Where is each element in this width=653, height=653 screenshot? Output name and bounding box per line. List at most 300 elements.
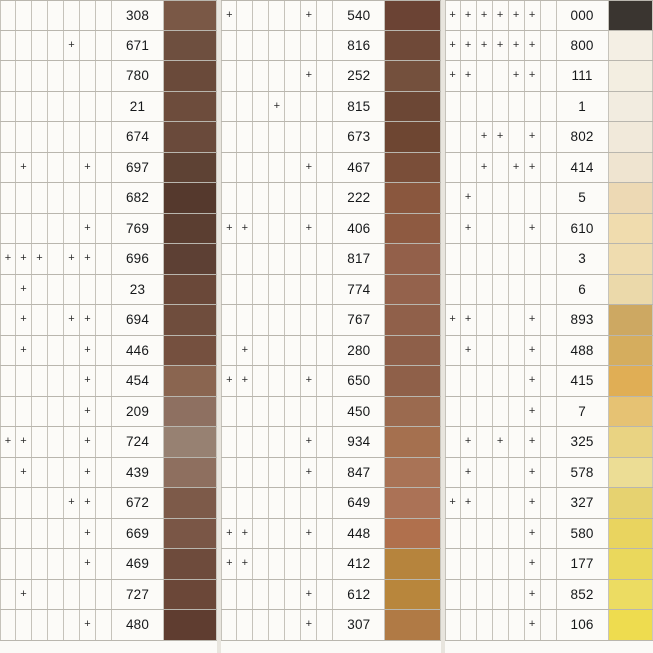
check-cell[interactable]: [477, 519, 493, 549]
check-cell[interactable]: [48, 92, 64, 122]
check-cell[interactable]: [16, 366, 32, 396]
check-cell[interactable]: [445, 92, 461, 122]
check-cell[interactable]: [445, 519, 461, 549]
check-cell[interactable]: +: [301, 610, 317, 640]
check-cell[interactable]: +: [64, 305, 80, 335]
check-cell[interactable]: [237, 427, 253, 457]
check-cell[interactable]: [64, 61, 80, 91]
check-cell[interactable]: +: [301, 61, 317, 91]
check-cell[interactable]: [16, 397, 32, 427]
check-cell[interactable]: [237, 458, 253, 488]
check-cell[interactable]: [269, 61, 285, 91]
check-cell[interactable]: [493, 458, 509, 488]
check-cell[interactable]: [64, 336, 80, 366]
check-cell[interactable]: [285, 519, 301, 549]
check-cell[interactable]: [541, 214, 557, 244]
check-cell[interactable]: [493, 183, 509, 213]
check-cell[interactable]: [0, 458, 16, 488]
check-cell[interactable]: [493, 92, 509, 122]
check-cell[interactable]: +: [525, 1, 541, 30]
check-cell[interactable]: [285, 275, 301, 305]
check-cell[interactable]: [301, 92, 317, 122]
check-cell[interactable]: [253, 122, 269, 152]
check-cell[interactable]: [48, 305, 64, 335]
check-cell[interactable]: [64, 153, 80, 183]
check-cell[interactable]: +: [80, 336, 96, 366]
check-cell[interactable]: [48, 580, 64, 610]
check-cell[interactable]: +: [301, 519, 317, 549]
check-cell[interactable]: [48, 1, 64, 30]
check-cell[interactable]: [541, 519, 557, 549]
check-cell[interactable]: [253, 214, 269, 244]
check-cell[interactable]: [269, 336, 285, 366]
check-cell[interactable]: [317, 61, 333, 91]
check-cell[interactable]: [493, 366, 509, 396]
check-cell[interactable]: [445, 214, 461, 244]
check-cell[interactable]: [317, 31, 333, 61]
check-cell[interactable]: [16, 122, 32, 152]
check-cell[interactable]: +: [221, 549, 237, 579]
check-cell[interactable]: [493, 61, 509, 91]
check-cell[interactable]: [96, 397, 112, 427]
check-cell[interactable]: [16, 183, 32, 213]
check-cell[interactable]: +: [525, 31, 541, 61]
check-cell[interactable]: +: [525, 305, 541, 335]
check-cell[interactable]: [477, 610, 493, 640]
check-cell[interactable]: [32, 61, 48, 91]
check-cell[interactable]: [477, 275, 493, 305]
check-cell[interactable]: [509, 427, 525, 457]
check-cell[interactable]: [285, 122, 301, 152]
check-cell[interactable]: [32, 92, 48, 122]
check-cell[interactable]: [221, 61, 237, 91]
check-cell[interactable]: [285, 183, 301, 213]
check-cell[interactable]: [445, 244, 461, 274]
check-cell[interactable]: [541, 153, 557, 183]
check-cell[interactable]: [16, 31, 32, 61]
check-cell[interactable]: [509, 92, 525, 122]
check-cell[interactable]: [461, 92, 477, 122]
check-cell[interactable]: [461, 397, 477, 427]
check-cell[interactable]: +: [525, 122, 541, 152]
check-cell[interactable]: +: [16, 244, 32, 274]
check-cell[interactable]: [461, 366, 477, 396]
check-cell[interactable]: [64, 397, 80, 427]
check-cell[interactable]: +: [477, 31, 493, 61]
check-cell[interactable]: [317, 488, 333, 518]
check-cell[interactable]: [253, 305, 269, 335]
check-cell[interactable]: +: [477, 122, 493, 152]
check-cell[interactable]: [48, 427, 64, 457]
check-cell[interactable]: +: [301, 427, 317, 457]
check-cell[interactable]: +: [32, 244, 48, 274]
check-cell[interactable]: +: [525, 61, 541, 91]
check-cell[interactable]: [16, 519, 32, 549]
check-cell[interactable]: [48, 366, 64, 396]
check-cell[interactable]: +: [493, 427, 509, 457]
check-cell[interactable]: [96, 1, 112, 30]
check-cell[interactable]: [237, 305, 253, 335]
check-cell[interactable]: [221, 488, 237, 518]
check-cell[interactable]: [285, 610, 301, 640]
check-cell[interactable]: [493, 488, 509, 518]
check-cell[interactable]: [285, 336, 301, 366]
check-cell[interactable]: +: [64, 31, 80, 61]
check-cell[interactable]: [0, 610, 16, 640]
check-cell[interactable]: [445, 183, 461, 213]
check-cell[interactable]: [461, 122, 477, 152]
check-cell[interactable]: [253, 580, 269, 610]
check-cell[interactable]: [509, 244, 525, 274]
check-cell[interactable]: [445, 275, 461, 305]
check-cell[interactable]: +: [493, 31, 509, 61]
check-cell[interactable]: [64, 183, 80, 213]
check-cell[interactable]: [269, 488, 285, 518]
check-cell[interactable]: [16, 488, 32, 518]
check-cell[interactable]: [493, 397, 509, 427]
check-cell[interactable]: +: [525, 427, 541, 457]
check-cell[interactable]: [237, 31, 253, 61]
check-cell[interactable]: [32, 580, 48, 610]
check-cell[interactable]: [509, 214, 525, 244]
check-cell[interactable]: [237, 580, 253, 610]
check-cell[interactable]: [96, 488, 112, 518]
check-cell[interactable]: [269, 183, 285, 213]
check-cell[interactable]: [32, 153, 48, 183]
check-cell[interactable]: [285, 244, 301, 274]
check-cell[interactable]: [285, 61, 301, 91]
check-cell[interactable]: [32, 519, 48, 549]
check-cell[interactable]: +: [80, 244, 96, 274]
check-cell[interactable]: [269, 31, 285, 61]
check-cell[interactable]: +: [16, 458, 32, 488]
check-cell[interactable]: +: [301, 458, 317, 488]
check-cell[interactable]: +: [80, 305, 96, 335]
check-cell[interactable]: [509, 366, 525, 396]
check-cell[interactable]: +: [525, 153, 541, 183]
check-cell[interactable]: [525, 183, 541, 213]
check-cell[interactable]: [32, 427, 48, 457]
check-cell[interactable]: +: [221, 519, 237, 549]
check-cell[interactable]: [80, 92, 96, 122]
check-cell[interactable]: [541, 427, 557, 457]
check-cell[interactable]: [301, 488, 317, 518]
check-cell[interactable]: [253, 488, 269, 518]
check-cell[interactable]: [16, 549, 32, 579]
check-cell[interactable]: [64, 610, 80, 640]
check-cell[interactable]: [301, 397, 317, 427]
check-cell[interactable]: [221, 244, 237, 274]
check-cell[interactable]: [525, 92, 541, 122]
check-cell[interactable]: +: [16, 153, 32, 183]
check-cell[interactable]: [64, 580, 80, 610]
check-cell[interactable]: +: [237, 549, 253, 579]
check-cell[interactable]: [541, 31, 557, 61]
check-cell[interactable]: [461, 610, 477, 640]
check-cell[interactable]: [317, 122, 333, 152]
check-cell[interactable]: [253, 31, 269, 61]
check-cell[interactable]: [96, 122, 112, 152]
check-cell[interactable]: [0, 366, 16, 396]
check-cell[interactable]: [509, 122, 525, 152]
check-cell[interactable]: [477, 458, 493, 488]
check-cell[interactable]: +: [221, 1, 237, 30]
check-cell[interactable]: [237, 153, 253, 183]
check-cell[interactable]: [253, 549, 269, 579]
check-cell[interactable]: [493, 519, 509, 549]
check-cell[interactable]: [461, 519, 477, 549]
check-cell[interactable]: [477, 183, 493, 213]
check-cell[interactable]: +: [80, 427, 96, 457]
check-cell[interactable]: [477, 214, 493, 244]
check-cell[interactable]: [0, 92, 16, 122]
check-cell[interactable]: [96, 183, 112, 213]
check-cell[interactable]: [285, 580, 301, 610]
check-cell[interactable]: [48, 458, 64, 488]
check-cell[interactable]: +: [525, 397, 541, 427]
check-cell[interactable]: +: [301, 366, 317, 396]
check-cell[interactable]: [32, 549, 48, 579]
check-cell[interactable]: [445, 397, 461, 427]
check-cell[interactable]: [48, 183, 64, 213]
check-cell[interactable]: [32, 122, 48, 152]
check-cell[interactable]: [509, 549, 525, 579]
check-cell[interactable]: [96, 153, 112, 183]
check-cell[interactable]: [493, 580, 509, 610]
check-cell[interactable]: [96, 549, 112, 579]
check-cell[interactable]: [48, 397, 64, 427]
check-cell[interactable]: [0, 336, 16, 366]
check-cell[interactable]: [16, 1, 32, 30]
check-cell[interactable]: +: [80, 397, 96, 427]
check-cell[interactable]: +: [80, 488, 96, 518]
check-cell[interactable]: [285, 305, 301, 335]
check-cell[interactable]: [541, 336, 557, 366]
check-cell[interactable]: [317, 275, 333, 305]
check-cell[interactable]: +: [477, 1, 493, 30]
check-cell[interactable]: +: [237, 366, 253, 396]
check-cell[interactable]: [221, 275, 237, 305]
check-cell[interactable]: [285, 31, 301, 61]
check-cell[interactable]: [317, 214, 333, 244]
check-cell[interactable]: +: [237, 214, 253, 244]
check-cell[interactable]: [32, 31, 48, 61]
check-cell[interactable]: +: [493, 1, 509, 30]
check-cell[interactable]: [32, 458, 48, 488]
check-cell[interactable]: [445, 366, 461, 396]
check-cell[interactable]: [32, 214, 48, 244]
check-cell[interactable]: [253, 92, 269, 122]
check-cell[interactable]: +: [80, 519, 96, 549]
check-cell[interactable]: [269, 1, 285, 30]
check-cell[interactable]: +: [64, 244, 80, 274]
check-cell[interactable]: [477, 488, 493, 518]
check-cell[interactable]: +: [16, 427, 32, 457]
check-cell[interactable]: [253, 244, 269, 274]
check-cell[interactable]: [32, 183, 48, 213]
check-cell[interactable]: [493, 275, 509, 305]
check-cell[interactable]: [221, 427, 237, 457]
check-cell[interactable]: [445, 122, 461, 152]
check-cell[interactable]: [317, 610, 333, 640]
check-cell[interactable]: [317, 92, 333, 122]
check-cell[interactable]: [285, 397, 301, 427]
check-cell[interactable]: [96, 31, 112, 61]
check-cell[interactable]: +: [509, 31, 525, 61]
check-cell[interactable]: +: [525, 336, 541, 366]
check-cell[interactable]: [64, 122, 80, 152]
check-cell[interactable]: +: [80, 610, 96, 640]
check-cell[interactable]: [48, 610, 64, 640]
check-cell[interactable]: [317, 244, 333, 274]
check-cell[interactable]: [269, 122, 285, 152]
check-cell[interactable]: [285, 214, 301, 244]
check-cell[interactable]: [541, 458, 557, 488]
check-cell[interactable]: [237, 183, 253, 213]
check-cell[interactable]: [16, 214, 32, 244]
check-cell[interactable]: +: [301, 153, 317, 183]
check-cell[interactable]: [221, 153, 237, 183]
check-cell[interactable]: [269, 153, 285, 183]
check-cell[interactable]: +: [64, 488, 80, 518]
check-cell[interactable]: +: [445, 305, 461, 335]
check-cell[interactable]: +: [525, 549, 541, 579]
check-cell[interactable]: +: [301, 1, 317, 30]
check-cell[interactable]: +: [301, 214, 317, 244]
check-cell[interactable]: [237, 397, 253, 427]
check-cell[interactable]: [285, 92, 301, 122]
check-cell[interactable]: [525, 244, 541, 274]
check-cell[interactable]: [32, 1, 48, 30]
check-cell[interactable]: [48, 153, 64, 183]
check-cell[interactable]: +: [461, 488, 477, 518]
check-cell[interactable]: +: [269, 92, 285, 122]
check-cell[interactable]: [96, 519, 112, 549]
check-cell[interactable]: +: [445, 61, 461, 91]
check-cell[interactable]: [541, 92, 557, 122]
check-cell[interactable]: [269, 275, 285, 305]
check-cell[interactable]: +: [16, 275, 32, 305]
check-cell[interactable]: [0, 580, 16, 610]
check-cell[interactable]: [0, 305, 16, 335]
check-cell[interactable]: [237, 122, 253, 152]
check-cell[interactable]: [285, 366, 301, 396]
check-cell[interactable]: [237, 92, 253, 122]
check-cell[interactable]: [237, 610, 253, 640]
check-cell[interactable]: [317, 305, 333, 335]
check-cell[interactable]: [477, 549, 493, 579]
check-cell[interactable]: [96, 336, 112, 366]
check-cell[interactable]: [221, 336, 237, 366]
check-cell[interactable]: [461, 275, 477, 305]
check-cell[interactable]: [509, 610, 525, 640]
check-cell[interactable]: [0, 519, 16, 549]
check-cell[interactable]: [237, 275, 253, 305]
check-cell[interactable]: [269, 458, 285, 488]
check-cell[interactable]: [0, 122, 16, 152]
check-cell[interactable]: [253, 1, 269, 30]
check-cell[interactable]: +: [445, 1, 461, 30]
check-cell[interactable]: [48, 488, 64, 518]
check-cell[interactable]: +: [525, 488, 541, 518]
check-cell[interactable]: [253, 183, 269, 213]
check-cell[interactable]: [96, 244, 112, 274]
check-cell[interactable]: [0, 61, 16, 91]
check-cell[interactable]: [32, 610, 48, 640]
check-cell[interactable]: +: [509, 153, 525, 183]
check-cell[interactable]: [509, 519, 525, 549]
check-cell[interactable]: +: [80, 214, 96, 244]
check-cell[interactable]: [80, 122, 96, 152]
check-cell[interactable]: [509, 336, 525, 366]
check-cell[interactable]: +: [525, 580, 541, 610]
check-cell[interactable]: +: [80, 458, 96, 488]
check-cell[interactable]: [64, 549, 80, 579]
check-cell[interactable]: [80, 275, 96, 305]
check-cell[interactable]: [509, 458, 525, 488]
check-cell[interactable]: +: [525, 519, 541, 549]
check-cell[interactable]: [80, 61, 96, 91]
check-cell[interactable]: [96, 610, 112, 640]
check-cell[interactable]: [301, 183, 317, 213]
check-cell[interactable]: +: [525, 458, 541, 488]
check-cell[interactable]: [237, 61, 253, 91]
check-cell[interactable]: +: [16, 305, 32, 335]
check-cell[interactable]: [16, 92, 32, 122]
check-cell[interactable]: [541, 244, 557, 274]
check-cell[interactable]: [317, 1, 333, 30]
check-cell[interactable]: [96, 580, 112, 610]
check-cell[interactable]: [64, 92, 80, 122]
check-cell[interactable]: +: [461, 1, 477, 30]
check-cell[interactable]: [541, 305, 557, 335]
check-cell[interactable]: [64, 519, 80, 549]
check-cell[interactable]: [32, 336, 48, 366]
check-cell[interactable]: [80, 580, 96, 610]
check-cell[interactable]: [461, 244, 477, 274]
check-cell[interactable]: [0, 31, 16, 61]
check-cell[interactable]: +: [80, 549, 96, 579]
check-cell[interactable]: [64, 366, 80, 396]
check-cell[interactable]: +: [237, 336, 253, 366]
check-cell[interactable]: [221, 397, 237, 427]
check-cell[interactable]: +: [461, 305, 477, 335]
check-cell[interactable]: +: [0, 244, 16, 274]
check-cell[interactable]: [237, 1, 253, 30]
check-cell[interactable]: [253, 458, 269, 488]
check-cell[interactable]: [301, 275, 317, 305]
check-cell[interactable]: [16, 61, 32, 91]
check-cell[interactable]: [541, 366, 557, 396]
check-cell[interactable]: [541, 397, 557, 427]
check-cell[interactable]: +: [80, 153, 96, 183]
check-cell[interactable]: [477, 427, 493, 457]
check-cell[interactable]: +: [509, 61, 525, 91]
check-cell[interactable]: [317, 397, 333, 427]
check-cell[interactable]: +: [461, 183, 477, 213]
check-cell[interactable]: [493, 336, 509, 366]
check-cell[interactable]: +: [461, 427, 477, 457]
check-cell[interactable]: [96, 214, 112, 244]
check-cell[interactable]: [493, 305, 509, 335]
check-cell[interactable]: [509, 275, 525, 305]
check-cell[interactable]: [64, 458, 80, 488]
check-cell[interactable]: [461, 153, 477, 183]
check-cell[interactable]: [221, 458, 237, 488]
check-cell[interactable]: [221, 122, 237, 152]
check-cell[interactable]: [477, 580, 493, 610]
check-cell[interactable]: [269, 580, 285, 610]
